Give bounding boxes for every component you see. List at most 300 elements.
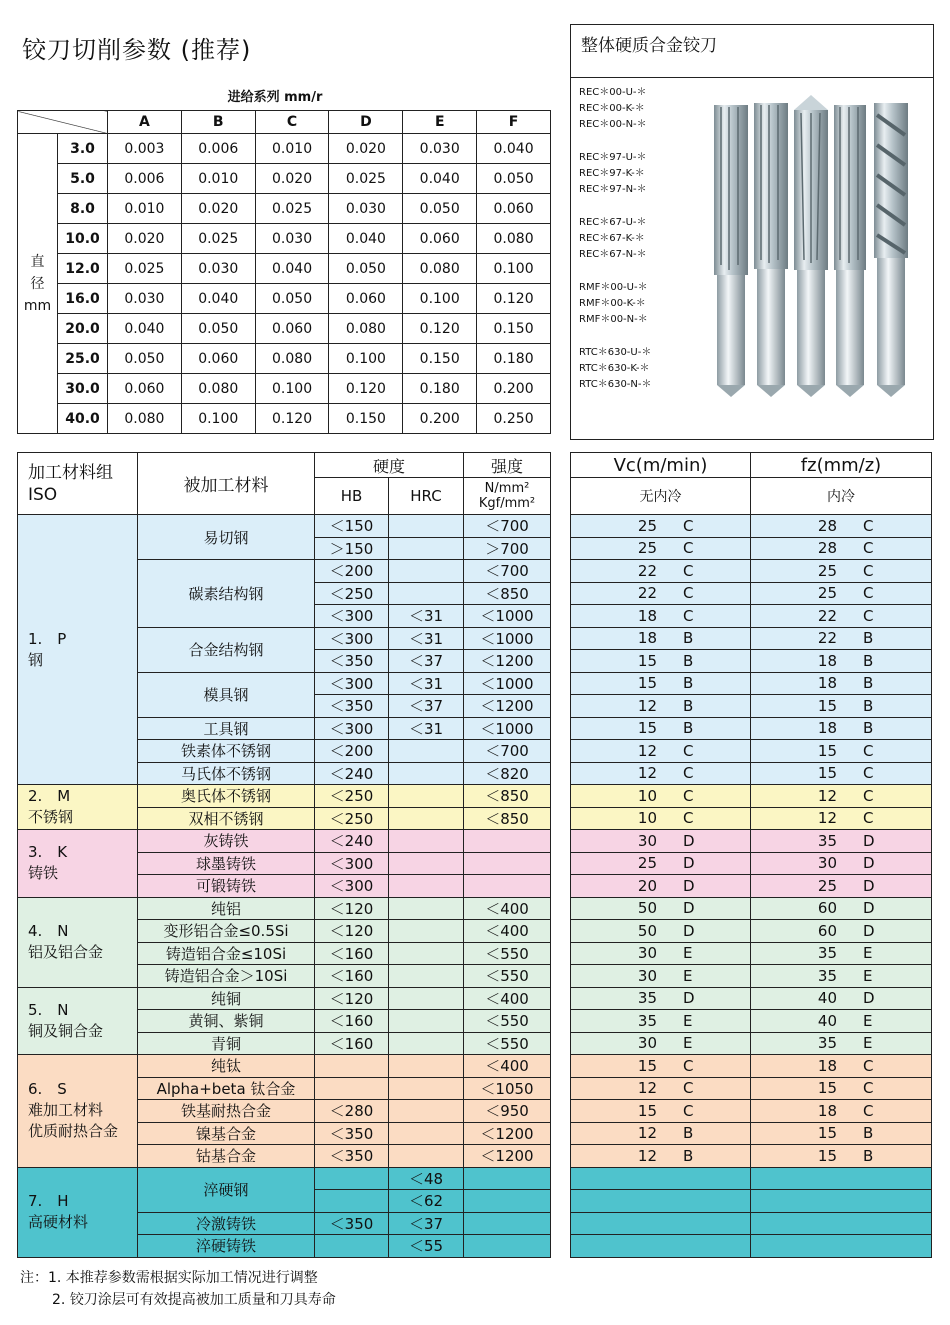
feed-value-cell: 0.050 [477, 164, 551, 194]
material-row [18, 1167, 551, 1190]
material-name-cell: 奥氏体不锈钢 [138, 785, 315, 808]
result-row [571, 560, 932, 583]
fz-cell: 18 C [751, 1100, 932, 1123]
strength-cell: ＜850 [464, 785, 551, 808]
hrc-cell [389, 920, 464, 943]
result-row [571, 1055, 932, 1078]
result-row [571, 875, 932, 898]
fz-cell: 22 C [751, 605, 932, 628]
page-title: 铰刀切削参数 (推荐) [22, 36, 252, 64]
vc-cell: 12 B [571, 695, 751, 718]
result-row [571, 515, 932, 538]
result-row [571, 965, 932, 988]
note-line: 2. 铰刀涂层可有效提高被加工质量和刀具寿命 [52, 1292, 336, 1308]
feed-value-cell: 0.040 [403, 164, 477, 194]
hrc-cell [389, 515, 464, 538]
hrc-cell [389, 1122, 464, 1145]
fz-cell: 25 C [751, 560, 932, 583]
material-name-cell: 易切钢 [138, 515, 315, 560]
fz-cell: 18 B [751, 717, 932, 740]
fz-cell: 35 D [751, 830, 932, 853]
feed-value-cell: 0.100 [477, 254, 551, 284]
vc-cell: 12 C [571, 762, 751, 785]
result-row [571, 537, 932, 560]
vc-cell [571, 1235, 751, 1258]
result-row [571, 1190, 932, 1213]
fz-cell [751, 1190, 932, 1213]
result-row [571, 897, 932, 920]
material-name-cell: 铸造铝合金≤10Si [138, 942, 315, 965]
strength-cell: ＜550 [464, 1010, 551, 1033]
result-row [571, 717, 932, 740]
feed-value-cell: 0.080 [477, 224, 551, 254]
feed-value-cell: 0.030 [329, 194, 403, 224]
strength-cell: ＜950 [464, 1100, 551, 1123]
vc-cell: 30 E [571, 942, 751, 965]
fz-cell: 30 D [751, 852, 932, 875]
diameter-cell: 8.0 [58, 194, 108, 224]
feed-value-cell: 0.010 [108, 194, 182, 224]
hb-cell: ＜280 [315, 1100, 389, 1123]
hrc-cell [389, 987, 464, 1010]
hb-cell: ＜160 [315, 1032, 389, 1055]
vc-cell: 12 C [571, 1077, 751, 1100]
hb-cell: ＜160 [315, 965, 389, 988]
material-row [18, 987, 551, 1010]
product-title: 整体硬质合金铰刀 [581, 36, 717, 56]
fz-cell: 15 C [751, 740, 932, 763]
vc-cell: 25 D [571, 852, 751, 875]
hrc-cell: ＜31 [389, 717, 464, 740]
result-row [571, 650, 932, 673]
strength-cell: ＜400 [464, 897, 551, 920]
feed-value-cell: 0.025 [255, 194, 329, 224]
strength-cell: ＜550 [464, 1032, 551, 1055]
hb-cell: ＜240 [315, 830, 389, 853]
feed-value-cell: 0.050 [181, 314, 255, 344]
hb-cell: ＜200 [315, 740, 389, 763]
material-name-cell: 纯钛 [138, 1055, 315, 1078]
feed-table-row [18, 254, 551, 284]
result-row [571, 807, 932, 830]
hb-cell [315, 1055, 389, 1078]
vc-cell: 15 B [571, 717, 751, 740]
hb-cell: ＜250 [315, 582, 389, 605]
material-name-cell: 碳素结构钢 [138, 560, 315, 628]
feed-value-cell: 0.200 [477, 374, 551, 404]
strength-cell: ＜1000 [464, 627, 551, 650]
hrc-cell [389, 1145, 464, 1168]
fz-cell: 15 C [751, 1077, 932, 1100]
vc-cell [571, 1212, 751, 1235]
result-row [571, 1032, 932, 1055]
feed-col-header: D [329, 111, 403, 134]
feed-col-header: B [181, 111, 255, 134]
hb-cell: ＜300 [315, 605, 389, 628]
vc-header: Vc(m/min) [571, 453, 751, 478]
hb-cell [315, 1235, 389, 1258]
feed-value-cell: 0.120 [403, 314, 477, 344]
fz-cell [751, 1212, 932, 1235]
group-header: 加工材料组 ISO [18, 453, 138, 515]
hrc-cell: ＜48 [389, 1167, 464, 1190]
iso-group-cell: 5. N 铜及铜合金 [18, 987, 138, 1055]
result-row [571, 627, 932, 650]
fz-cell: 18 B [751, 672, 932, 695]
feed-value-cell: 0.060 [108, 374, 182, 404]
feed-value-cell: 0.003 [108, 134, 182, 164]
vc-cell: 35 E [571, 1010, 751, 1033]
fz-cell: 18 C [751, 1055, 932, 1078]
hb-cell [315, 1077, 389, 1100]
feed-value-cell: 0.250 [477, 404, 551, 434]
feed-table-row [18, 224, 551, 254]
product-code: REC＊97-N-＊ [579, 184, 647, 195]
cutting-result-table [570, 452, 932, 1258]
strength-cell: ＜700 [464, 740, 551, 763]
fz-cell: 35 E [751, 965, 932, 988]
hb-cell: ＜300 [315, 717, 389, 740]
feed-value-cell: 0.050 [329, 254, 403, 284]
material-name-cell: 纯铝 [138, 897, 315, 920]
iso-group-cell: 2. M 不锈钢 [18, 785, 138, 830]
strength-cell [464, 1190, 551, 1213]
result-row [571, 672, 932, 695]
result-row [571, 852, 932, 875]
feed-value-cell: 0.080 [403, 254, 477, 284]
feed-value-cell: 0.010 [181, 164, 255, 194]
note-line: 注：1. 本推荐参数需根据实际加工情况进行调整 [20, 1270, 318, 1286]
hrc-cell [389, 897, 464, 920]
feed-value-cell: 0.060 [255, 314, 329, 344]
hrc-cell [389, 1055, 464, 1078]
hb-cell: ＜250 [315, 807, 389, 830]
iso-group-cell: 3. K 铸铁 [18, 830, 138, 898]
feed-value-cell: 0.040 [255, 254, 329, 284]
result-row [571, 1010, 932, 1033]
hb-cell: ＜350 [315, 1212, 389, 1235]
fz-cell: 18 B [751, 650, 932, 673]
feed-value-cell: 0.020 [181, 194, 255, 224]
iso-group-cell: 4. N 铝及铝合金 [18, 897, 138, 987]
fz-cell: 15 B [751, 695, 932, 718]
strength-cell: ＜700 [464, 515, 551, 538]
diameter-cell: 30.0 [58, 374, 108, 404]
feed-col-header: E [403, 111, 477, 134]
vc-cell: 50 D [571, 920, 751, 943]
hrc-cell [389, 560, 464, 583]
strength-cell: ＜550 [464, 965, 551, 988]
hrc-cell [389, 942, 464, 965]
vc-cell: 30 E [571, 965, 751, 988]
vc-cell: 12 C [571, 740, 751, 763]
hrc-cell [389, 762, 464, 785]
strength-cell [464, 875, 551, 898]
result-row [571, 1122, 932, 1145]
feed-value-cell: 0.006 [108, 164, 182, 194]
hrc-cell [389, 830, 464, 853]
diameter-cell: 12.0 [58, 254, 108, 284]
material-name-cell: 铁素体不锈钢 [138, 740, 315, 763]
strength-cell: ＜700 [464, 560, 551, 583]
hb-cell: ＜250 [315, 785, 389, 808]
result-row [571, 920, 932, 943]
feed-value-cell: 0.006 [181, 134, 255, 164]
material-name-cell: 淬硬铸铁 [138, 1235, 315, 1258]
feed-value-cell: 0.150 [477, 314, 551, 344]
feed-col-header: A [108, 111, 182, 134]
fz-cell: 35 E [751, 942, 932, 965]
hrc-header: HRC [389, 478, 464, 515]
result-row [571, 1235, 932, 1258]
fz-cell [751, 1167, 932, 1190]
iso-group-cell: 1. P 钢 [18, 515, 138, 785]
reamer-tools-image [709, 95, 924, 400]
product-code-group [579, 345, 652, 393]
vc-cell: 15 B [571, 672, 751, 695]
hb-cell: ＜300 [315, 672, 389, 695]
feed-table-row [18, 314, 551, 344]
hrc-cell: ＜37 [389, 1212, 464, 1235]
feed-value-cell: 0.030 [403, 134, 477, 164]
iso-group-cell: 7. H 高硬材料 [18, 1167, 138, 1257]
feed-value-cell: 0.050 [403, 194, 477, 224]
feed-table-corner [18, 111, 108, 134]
strength-cell: ＜850 [464, 582, 551, 605]
material-table [17, 452, 551, 1258]
strength-cell: ＞700 [464, 537, 551, 560]
material-name-cell: 铁基耐热合金 [138, 1100, 315, 1123]
result-row [571, 582, 932, 605]
hb-cell: ＜350 [315, 695, 389, 718]
fz-header: fz(mm/z) [751, 453, 932, 478]
hb-cell: ＜350 [315, 650, 389, 673]
material-name-cell: 黄铜、紫铜 [138, 1010, 315, 1033]
vc-cell: 18 B [571, 627, 751, 650]
diameter-cell: 16.0 [58, 284, 108, 314]
material-name-cell: 青铜 [138, 1032, 315, 1055]
feed-value-cell: 0.100 [329, 344, 403, 374]
strength-cell: ＜1000 [464, 605, 551, 628]
strength-header: 强度 [464, 453, 551, 478]
diameter-label: 直 径 mm [18, 134, 58, 434]
vc-cell: 25 C [571, 515, 751, 538]
product-code: RMF＊00-U-＊ [579, 282, 648, 293]
strength-cell: ＜400 [464, 920, 551, 943]
hb-cell: ＜150 [315, 515, 389, 538]
product-panel [570, 24, 934, 440]
product-code: REC＊67-U-＊ [579, 217, 647, 228]
vc-cell: 22 C [571, 582, 751, 605]
feed-value-cell: 0.150 [403, 344, 477, 374]
vc-cell [571, 1190, 751, 1213]
feed-value-cell: 0.120 [477, 284, 551, 314]
hrc-cell [389, 740, 464, 763]
product-code: RTC＊630-K-＊ [579, 363, 650, 374]
product-code: REC＊67-K-＊ [579, 233, 645, 244]
feed-col-header: C [255, 111, 329, 134]
result-row [571, 1167, 932, 1190]
material-name-cell: 双相不锈钢 [138, 807, 315, 830]
hrc-cell: ＜55 [389, 1235, 464, 1258]
hb-cell: ＜240 [315, 762, 389, 785]
strength-cell [464, 852, 551, 875]
vc-cell: 25 C [571, 537, 751, 560]
result-row [571, 1212, 932, 1235]
vc-cell: 22 C [571, 560, 751, 583]
feed-rate-table [17, 110, 551, 434]
vc-cell: 35 D [571, 987, 751, 1010]
hrc-cell [389, 1032, 464, 1055]
product-code: REC＊97-K-＊ [579, 168, 645, 179]
strength-cell: ＜1000 [464, 717, 551, 740]
feed-value-cell: 0.060 [181, 344, 255, 374]
strength-cell: ＜550 [464, 942, 551, 965]
diameter-cell: 40.0 [58, 404, 108, 434]
strength-cell: ＜1000 [464, 672, 551, 695]
result-row [571, 1145, 932, 1168]
hb-cell: ＜120 [315, 897, 389, 920]
feed-value-cell: 0.060 [477, 194, 551, 224]
hb-cell: ＜350 [315, 1122, 389, 1145]
vc-cell: 20 D [571, 875, 751, 898]
product-code: REC＊00-U-＊ [579, 87, 647, 98]
vc-subheader: 无内冷 [571, 478, 751, 515]
hb-cell: ＜300 [315, 852, 389, 875]
result-row [571, 830, 932, 853]
vc-cell: 15 B [571, 650, 751, 673]
hrc-cell: ＜37 [389, 695, 464, 718]
fz-cell: 60 D [751, 897, 932, 920]
vc-cell: 10 C [571, 807, 751, 830]
material-name-cell: 铸造铝合金＞10Si [138, 965, 315, 988]
material-name-cell: 变形铝合金≤0.5Si [138, 920, 315, 943]
strength-cell: ＜1200 [464, 1145, 551, 1168]
fz-cell: 28 C [751, 537, 932, 560]
strength-cell: ＜400 [464, 987, 551, 1010]
strength-cell: ＜1200 [464, 650, 551, 673]
vc-cell: 18 C [571, 605, 751, 628]
iso-group-cell: 6. S 难加工材料 优质耐热合金 [18, 1055, 138, 1168]
diameter-cell: 3.0 [58, 134, 108, 164]
feed-value-cell: 0.080 [329, 314, 403, 344]
material-name-cell: 可锻铸铁 [138, 875, 315, 898]
vc-cell: 50 D [571, 897, 751, 920]
feed-value-cell: 0.020 [108, 224, 182, 254]
feed-value-cell: 0.025 [108, 254, 182, 284]
feed-table-row [18, 164, 551, 194]
feed-value-cell: 0.050 [108, 344, 182, 374]
product-code: REC＊97-U-＊ [579, 152, 647, 163]
fz-cell: 12 C [751, 785, 932, 808]
material-name-cell: 淬硬钢 [138, 1167, 315, 1212]
result-row [571, 987, 932, 1010]
fz-subheader: 内冷 [751, 478, 932, 515]
feed-table-row [18, 284, 551, 314]
hrc-cell [389, 965, 464, 988]
strength-cell: ＜820 [464, 762, 551, 785]
feed-value-cell: 0.010 [255, 134, 329, 164]
hrc-cell [389, 1100, 464, 1123]
hrc-cell [389, 875, 464, 898]
fz-cell: 25 D [751, 875, 932, 898]
strength-cell: ＜850 [464, 807, 551, 830]
fz-cell: 28 C [751, 515, 932, 538]
vc-cell: 12 B [571, 1122, 751, 1145]
hb-cell: ＜300 [315, 627, 389, 650]
vc-cell: 12 B [571, 1145, 751, 1168]
hrc-cell [389, 1010, 464, 1033]
feed-series-caption: 进给系列 mm/r [227, 90, 323, 105]
hrc-cell [389, 537, 464, 560]
diameter-cell: 25.0 [58, 344, 108, 374]
feed-col-header: F [477, 111, 551, 134]
material-header: 被加工材料 [138, 453, 315, 515]
material-name-cell: 纯铜 [138, 987, 315, 1010]
strength-cell [464, 1212, 551, 1235]
hb-cell: ＜120 [315, 920, 389, 943]
strength-cell [464, 830, 551, 853]
material-row [18, 515, 551, 538]
feed-value-cell: 0.050 [255, 284, 329, 314]
strength-cell: ＜1050 [464, 1077, 551, 1100]
hrc-cell [389, 852, 464, 875]
strength-unit-header: N/mm² Kgf/mm² [464, 478, 551, 515]
material-name-cell: 钴基合金 [138, 1145, 315, 1168]
hb-header: HB [315, 478, 389, 515]
fz-cell: 15 B [751, 1145, 932, 1168]
feed-value-cell: 0.080 [255, 344, 329, 374]
feed-value-cell: 0.120 [329, 374, 403, 404]
feed-value-cell: 0.060 [329, 284, 403, 314]
vc-cell: 15 C [571, 1055, 751, 1078]
hb-cell: ＜300 [315, 875, 389, 898]
feed-value-cell: 0.020 [255, 164, 329, 194]
feed-value-cell: 0.100 [181, 404, 255, 434]
vc-cell: 15 C [571, 1100, 751, 1123]
result-row [571, 1100, 932, 1123]
fz-cell: 22 B [751, 627, 932, 650]
hb-cell: ＜160 [315, 1010, 389, 1033]
hb-cell: ＜160 [315, 942, 389, 965]
feed-value-cell: 0.180 [477, 344, 551, 374]
feed-value-cell: 0.040 [329, 224, 403, 254]
material-name-cell: 灰铸铁 [138, 830, 315, 853]
hb-cell: ＜200 [315, 560, 389, 583]
product-code-list [579, 85, 652, 410]
feed-table-row [18, 194, 551, 224]
feed-value-cell: 0.100 [403, 284, 477, 314]
feed-value-cell: 0.020 [329, 134, 403, 164]
product-code: RTC＊630-U-＊ [579, 347, 652, 358]
vc-cell: 30 E [571, 1032, 751, 1055]
vc-cell [571, 1167, 751, 1190]
material-row [18, 1055, 551, 1078]
hrc-cell: ＜31 [389, 605, 464, 628]
feed-value-cell: 0.150 [329, 404, 403, 434]
result-row [571, 695, 932, 718]
hb-cell [315, 1190, 389, 1213]
hrc-cell [389, 807, 464, 830]
footnotes [20, 1267, 336, 1311]
fz-cell: 15 C [751, 762, 932, 785]
product-code: REC＊00-K-＊ [579, 103, 645, 114]
material-name-cell: Alpha+beta 钛合金 [138, 1077, 315, 1100]
hb-cell: ＜350 [315, 1145, 389, 1168]
feed-value-cell: 0.200 [403, 404, 477, 434]
feed-value-cell: 0.040 [477, 134, 551, 164]
fz-cell: 25 C [751, 582, 932, 605]
